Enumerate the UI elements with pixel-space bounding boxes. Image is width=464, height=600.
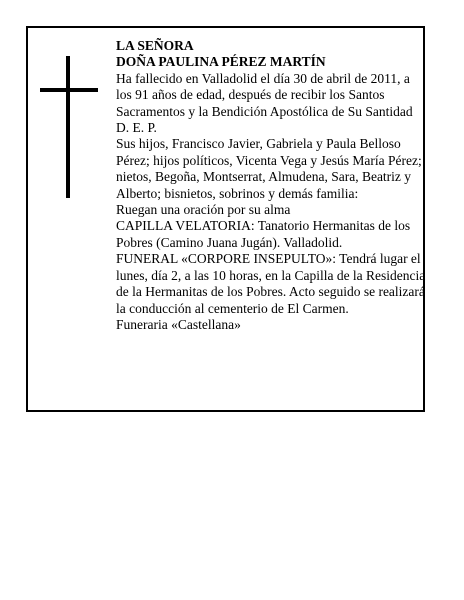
prayer-request: Ruegan una oración por su alma [116,202,291,218]
deceased-name: DOÑA PAULINA PÉREZ MARTÍN [116,54,326,70]
cross-icon [40,56,98,198]
family-list: Sus hijos, Francisco Javier, Gabriela y Paula Belloso Pérez; hijos políticos, Vicenta Vega y Jesús María Pérez; nietos, Begoña, Montserrat, Almudena, Sara, Beatriz y Alberto; bisnietos, sobrinos y demás familia: [116,136,422,201]
rip-line: D. E. P. [116,120,157,136]
funeral-info: FUNERAL «CORPORE INSEPULTO»: Tendrá lugar el lunes, día 2, a las 10 horas, en la Capilla de la Residencia de la Hermanitas de los Pobres. Acto seguido se realizará la conducción al cementerio de El Carmen. [116,251,426,316]
obituary-notice [26,26,425,412]
notice-body [116,38,428,333]
notice-title: LA SEÑORA [116,38,194,53]
funeral-home: Funeraria «Castellana» [116,316,241,332]
chapel-info: CAPILLA VELATORIA: Tanatorio Hermanitas de los Pobres (Camino Juana Jugán). Valladolid. [116,218,411,250]
passing-statement: Ha fallecido en Valladolid el día 30 de abril de 2011, a los 91 años de edad, después de recibir los Santos Sacramentos y la Bendición Apostólica de Su Santidad [116,70,413,119]
